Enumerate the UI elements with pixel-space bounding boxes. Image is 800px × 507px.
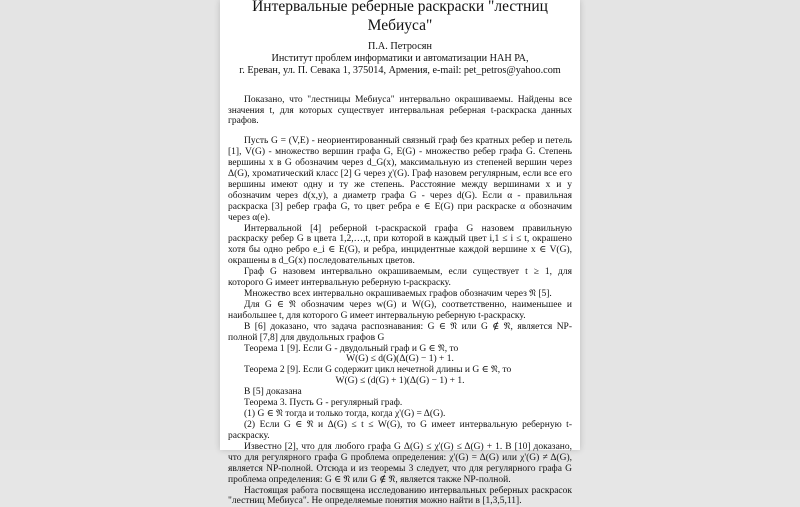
paragraph-definitions: Пусть G = (V,E) - неориентированный связный граф без кратных ребер и петель [1], V(G) - множество вершин графа G, E(G) - множество ребер графа G. Степень вершины x в G обозначим через d_G(x), максимальную из степеней вершин через Δ(G), хроматический класс [2] G через χ'(G). Граф назовем регулярным, если все его вершины имеют одну и ту же степень. Расстояние между вершинами x и y обозначим через d(x,y), а диаметр графа G - через d(G). Если α - правильная раскраска [3] ребер графа G, то цвет ребра e ∈ E(G) при раскраске α обозначим через α(e). [228,136,572,223]
formula-1: W(G) ≤ d(G)(Δ(G) − 1) + 1. [346,354,454,365]
left-margin [0,0,220,450]
paper-title: Интервальные реберные раскраски "лестниц Мебиуса" [252,0,548,34]
paragraph-w-notation: Для G ∈ 𝔑 обозначим через w(G) и W(G), соответственно, наименьшее и наибольшее t, для которого G имеет интервальную реберную t-раскраску. [228,299,572,321]
paragraph-interval-colorable: Граф G назовем интервально окрашиваемым, если существует t ≥ 1, для которого G имеет интервальную реберную t-раскраску. [228,267,572,289]
formula-2: W(G) ≤ (d(G) + 1)(Δ(G) − 1) + 1. [335,376,465,387]
abstract: Показано, что "лестницы Мебиуса" интервально окрашиваемы. Найдены все значения t, для которых существует интервальная реберная t-раскраска данных графов. [228,94,572,127]
author-block [228,41,572,78]
theorem-1: Теорема 1 [9]. Если G - двудольный граф и G ∈ 𝔑, то [244,343,459,354]
affiliation-line-1: Институт проблем информатики и автоматизации НАН РА, [271,53,529,65]
paragraph-proved: В [5] доказана [244,387,302,398]
paragraph-purpose: Настоящая работа посвящена исследованию интервальных реберных раскрасок "лестниц Мебиуса". Не определяемые понятия можно найти в [1,3,5,11]. [228,485,572,507]
affiliation-line-2: г. Ереван, ул. П. Севака 1, 375014, Армения, e-mail: pet_petros@yahoo.com [239,65,561,77]
paragraph-set-notation: Множество всех интервально окрашиваемых графов обозначим через 𝔑 [5]. [244,289,552,300]
theorem-3: Теорема 3. Пусть G - регулярный граф. [244,398,403,409]
paper-body [228,136,572,507]
right-margin [580,0,800,450]
theorem-3-item-1: (1) G ∈ 𝔑 тогда и только тогда, когда χ'(G) = Δ(G). [244,409,446,420]
paragraph-interval-coloring: Интервальной [4] реберной t-раскраской графа G назовем правильную раскраску ребер G в цвета 1,2,…,t, при которой в каждый цвет i,1 ≤ i ≤ t, окрашено хотя бы одно ребро e_i ∈ E(G), и ребра, инцидентные каждой вершине x ∈ V(G), окрашены в d_G(x) последовательных цветов. [228,223,572,267]
paragraph-np-complete: В [6] доказано, что задача распознавания: G ∈ 𝔑 или G ∉ 𝔑, является NP-полной [7,8] для двудольных графов G [228,321,572,343]
theorem-3-item-2: (2) Если G ∈ 𝔑 и Δ(G) ≤ t ≤ W(G), то G имеет интервальную реберную t-раскраску. [228,420,572,441]
document-page [220,0,580,507]
page-content [228,0,572,507]
author-name: П.А. Петросян [368,41,432,52]
paragraph-known-results: Известно [2], что для любого графа G Δ(G) ≤ χ'(G) ≤ Δ(G) + 1. В [10] доказано, что для регулярного графа G проблема определения: χ'(G) = Δ(G) или χ'(G) ≠ Δ(G), является NP-полной. Отсюда и из теоремы 3 следует, что для регулярного графа G проблема определения: G ∈ 𝔑 или G ∉ 𝔑, является также NP-полной. [228,441,572,485]
theorem-2: Теорема 2 [9]. Если G содержит цикл нечетной длины и G ∈ 𝔑, то [244,365,512,376]
